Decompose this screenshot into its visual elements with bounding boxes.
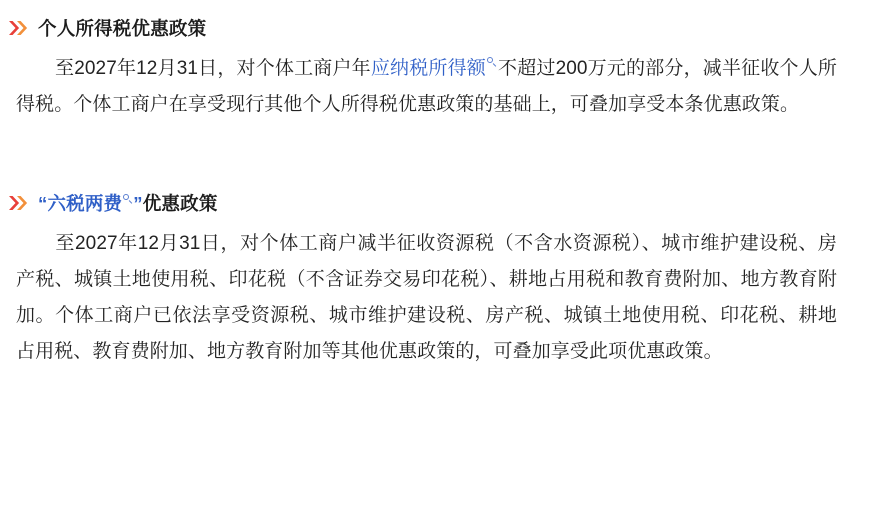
section-spacer: [0, 123, 875, 189]
document-page: [0, 14, 875, 531]
double-chevron-right-icon: [8, 19, 30, 37]
link-term-taxable-income[interactable]: 应纳税所得额: [370, 58, 486, 79]
section-paragraph: [8, 51, 859, 123]
open-quote: “: [38, 193, 48, 214]
link-term-six-taxes-two-fees[interactable]: 六税两费: [47, 193, 123, 214]
section-title: [38, 190, 218, 216]
magnifier-icon[interactable]: [487, 56, 498, 67]
double-chevron-right-icon: [8, 194, 30, 212]
section-heading: [8, 14, 859, 42]
paragraph-text: 至2027年12月31日，对个体工商户减半征收资源税（不含水资源税）、城市维护建设税、房产税、城镇土地使用税、印花税（不含证券交易印花税）、耕地占用税和教育费附加、地方教育附加。个体工商户已依法享受资源税、城市维护建设税、房产税、城镇土地使用税、印花税、耕地占用税、教育费附加、地方教育附加等其他优惠政策的，可叠加享受此项优惠政策。: [16, 233, 837, 362]
section-title: 个人所得税优惠政策: [38, 18, 207, 39]
magnifier-icon[interactable]: [123, 193, 133, 203]
section-heading: [8, 189, 859, 217]
paragraph-text-after-term: 不超过200万元的部分，减半征收个人所得税。个体工商户在享受现行其他个人所得税优惠政策的基础上，可叠加享受本条优惠政策。: [16, 58, 837, 115]
paragraph-text-before-term: 至2027年12月31日，对个体工商户年: [54, 58, 371, 79]
section-paragraph: [8, 226, 859, 370]
section-title-suffix: 优惠政策: [142, 193, 218, 214]
section-individual-income-tax: [0, 14, 875, 123]
close-quote: ”: [133, 193, 143, 214]
section-six-taxes-two-fees: [0, 189, 875, 370]
